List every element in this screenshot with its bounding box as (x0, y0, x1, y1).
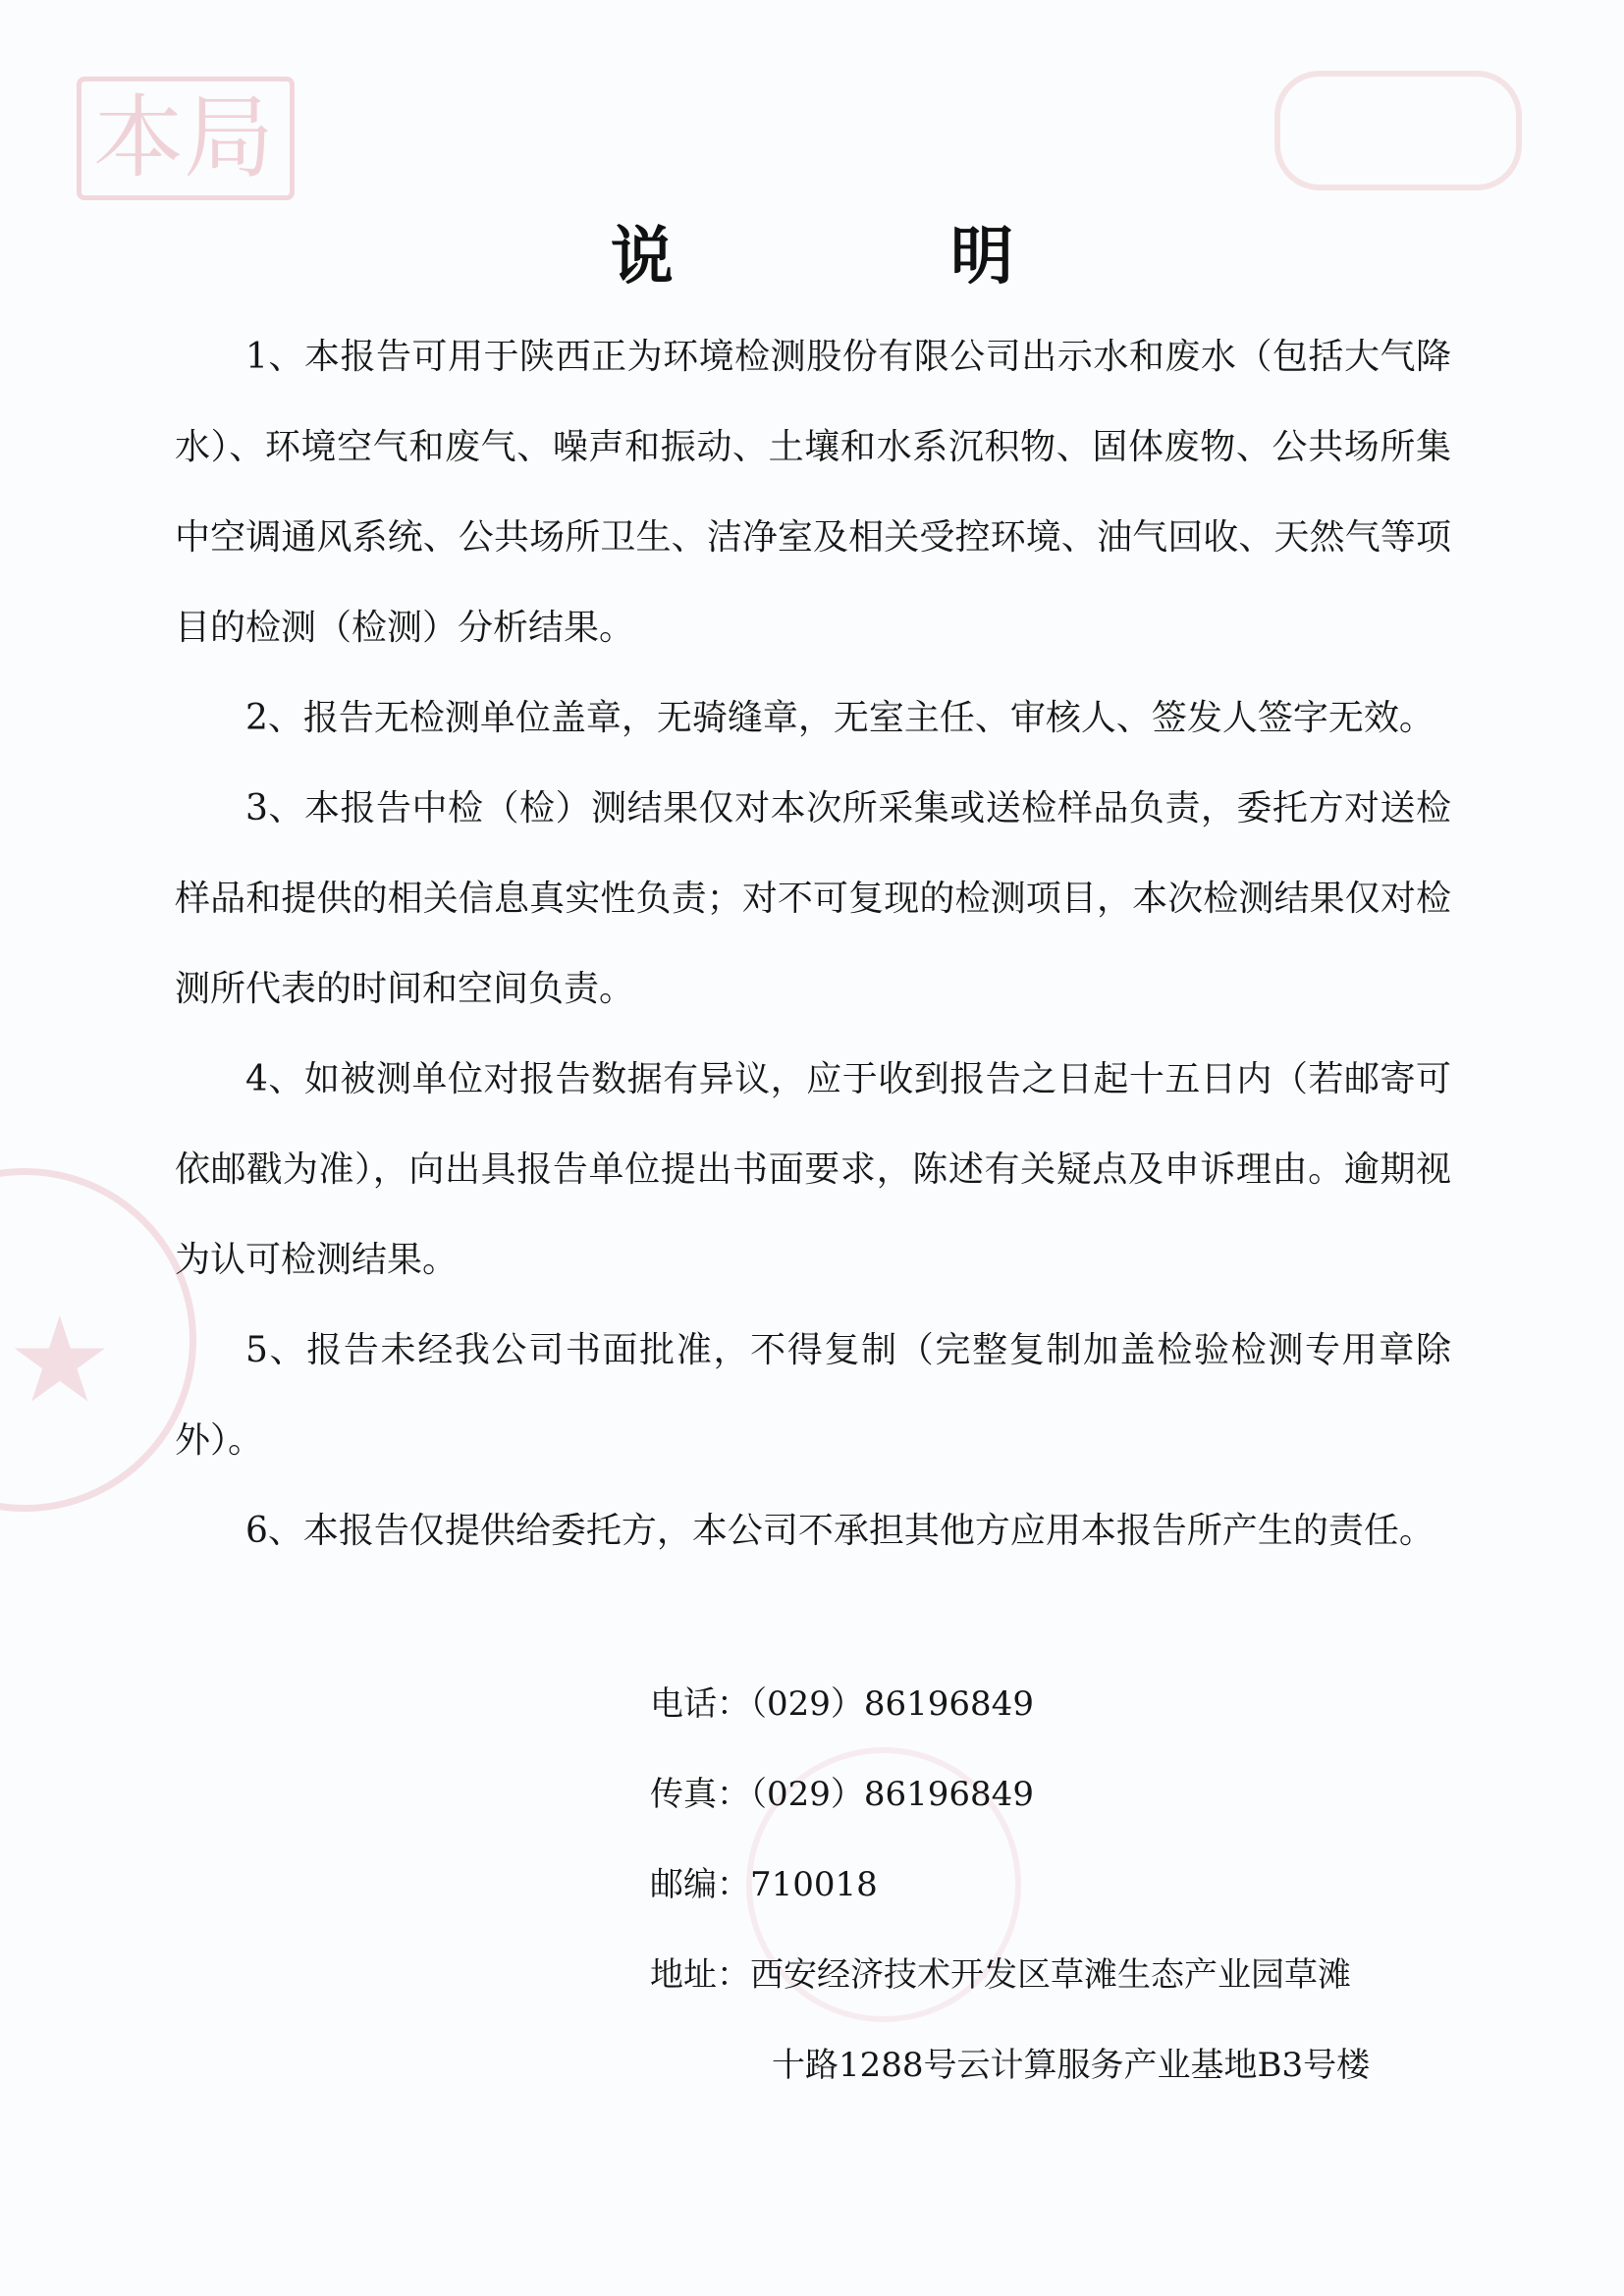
address-line-2: 十路1288号云计算服务产业基地B3号楼 (772, 2046, 1371, 2085)
statement-body (175, 312, 1451, 1576)
clause-5: 5、报告未经我公司书面批准，不得复制（完整复制加盖检验检测专用章除外）。 (175, 1330, 1451, 1461)
address-line-1: 地址：西安经济技术开发区草滩生态产业园草滩 (650, 1955, 1351, 1995)
contact-block (650, 1659, 1475, 2110)
clause-3: 3、本报告中检（检）测结果仅对本次所采集或送检样品负责，委托方对送检样品和提供的相关信息真实性负责；对不可复现的检测项目，本次检测结果仅对检测所代表的时间和空间负责。 (175, 788, 1451, 1009)
clause-1: 1、本报告可用于陕西正为环境检测股份有限公司出示水和废水（包括大气降水）、环境空气和废气、噪声和振动、土壤和水系沉积物、固体废物、公共场所集中空调通风系统、公共场所卫生、洁净室及相关受控环境、油气回收、天然气等项目的检测（检测）分析结果。 (175, 337, 1451, 648)
red-stamp-top-left (77, 77, 295, 200)
stamp-text: 本局 (93, 85, 275, 190)
phone-line: 电话：（029）86196849 (650, 1684, 1034, 1724)
red-seal-left (0, 1168, 196, 1512)
clause-2: 2、报告无检测单位盖章，无骑缝章，无室主任、审核人、签发人签字无效。 (245, 698, 1435, 738)
fax-line: 传真：（029）86196849 (650, 1775, 1034, 1814)
clause-6: 6、本报告仅提供给委托方，本公司不承担其他方应用本报告所产生的责任。 (245, 1511, 1435, 1551)
page-title: 说 明 (610, 221, 1142, 294)
postcode-line: 邮编：710018 (650, 1865, 878, 1904)
star-icon: ★ (7, 1293, 113, 1429)
clause-4: 4、如被测单位对报告数据有异议，应于收到报告之日起十五日内（若邮寄可依邮戳为准），向出具报告单位提出书面要求，陈述有关疑点及申诉理由。逾期视为认可检测结果。 (175, 1059, 1451, 1280)
cma-stamp-mark (1274, 71, 1522, 190)
